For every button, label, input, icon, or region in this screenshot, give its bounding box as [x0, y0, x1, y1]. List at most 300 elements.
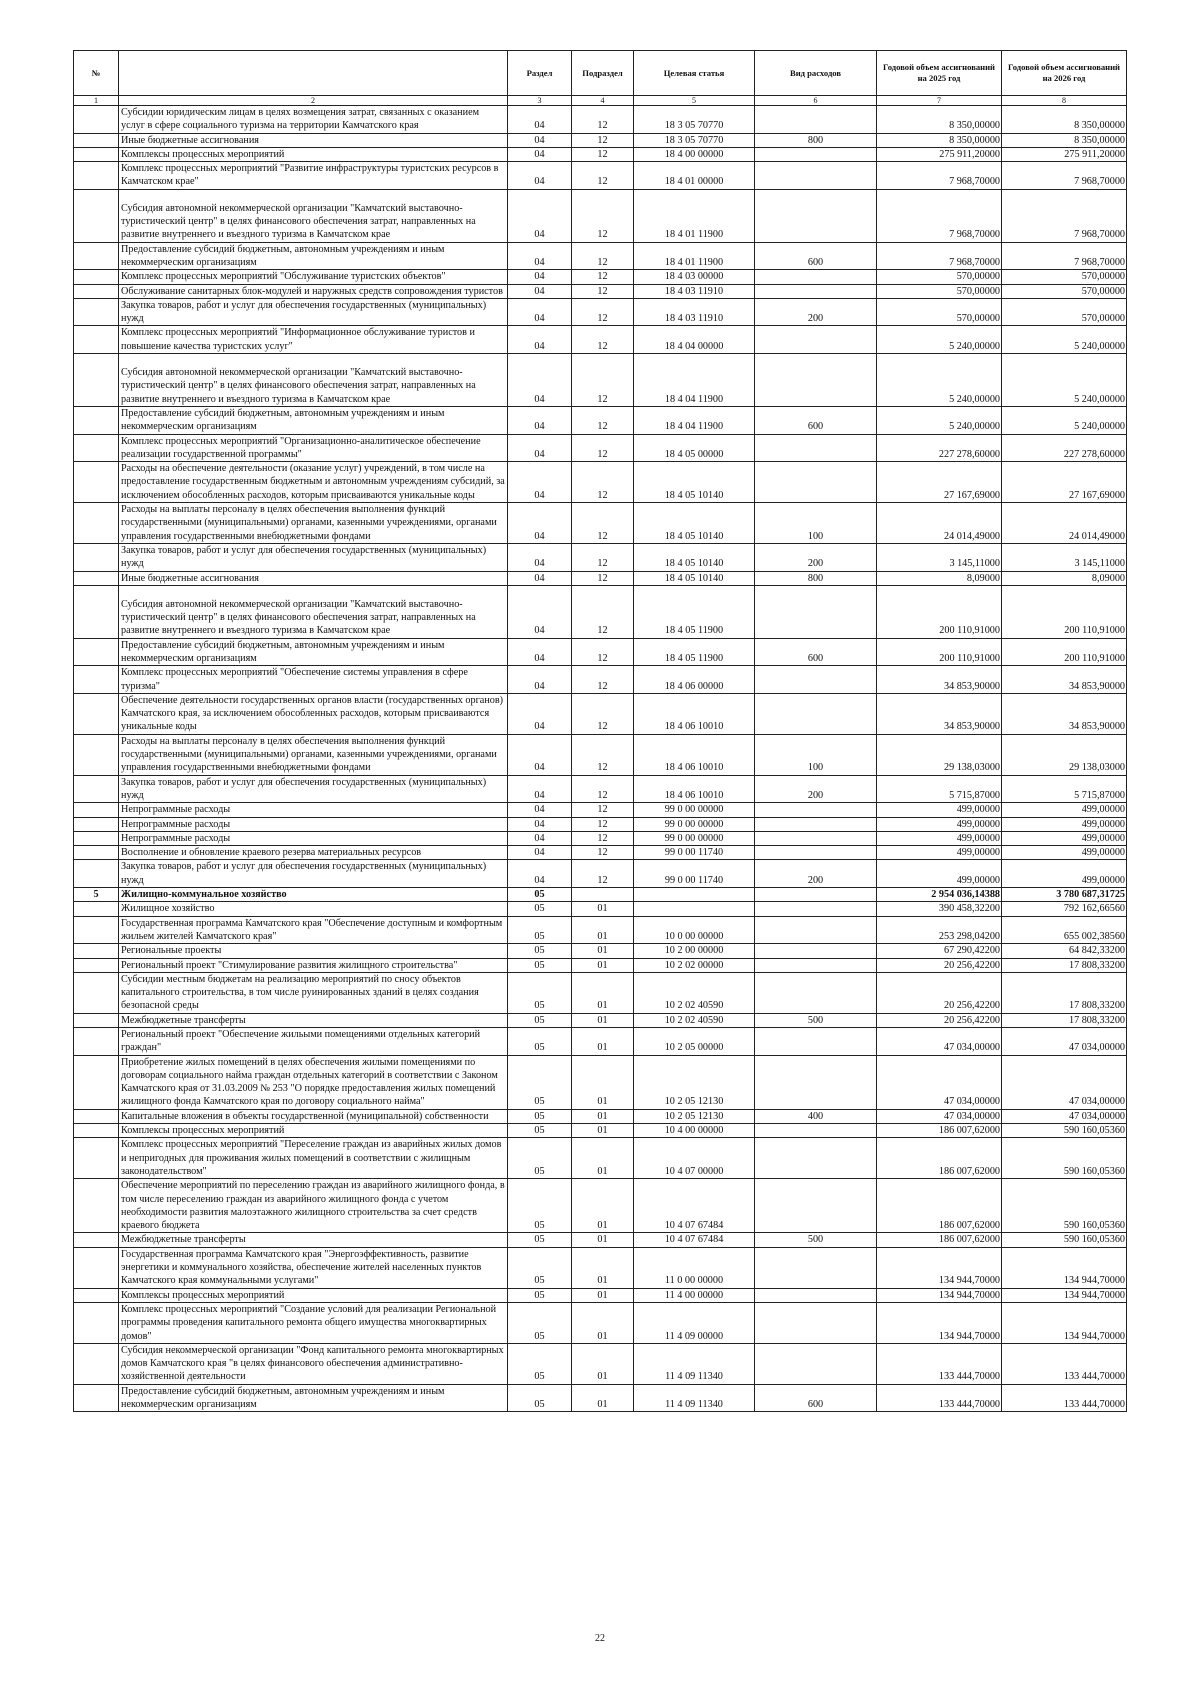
row-subsection: 12	[572, 133, 634, 147]
row-expense-type	[755, 1288, 877, 1302]
row-subsection: 12	[572, 147, 634, 161]
row-expense-type	[755, 1028, 877, 1056]
table-row	[74, 916, 1127, 944]
row-amount-2026: 134 944,70000	[1002, 1288, 1127, 1302]
row-amount-2025: 29 138,03000	[877, 734, 1002, 775]
row-target: 10 0 00 00000	[634, 916, 755, 944]
row-amount-2025: 133 444,70000	[877, 1343, 1002, 1384]
row-expense-type: 400	[755, 1109, 877, 1123]
table-row	[74, 434, 1127, 462]
row-number	[74, 406, 119, 434]
row-name: Комплекс процессных мероприятий "Организационно-аналитическое обеспечение реализации государственной программы"	[119, 434, 508, 462]
row-expense-type	[755, 1247, 877, 1288]
row-target: 10 2 05 12130	[634, 1109, 755, 1123]
row-number	[74, 916, 119, 944]
row-target: 18 3 05 70770	[634, 106, 755, 134]
table-row	[74, 284, 1127, 298]
row-amount-2026: 17 808,33200	[1002, 1013, 1127, 1027]
row-amount-2026: 590 160,05360	[1002, 1233, 1127, 1247]
row-section: 04	[508, 434, 572, 462]
row-subsection: 12	[572, 162, 634, 190]
row-subsection: 12	[572, 406, 634, 434]
row-target: 18 3 05 70770	[634, 133, 755, 147]
row-amount-2026: 47 034,00000	[1002, 1055, 1127, 1109]
row-target: 18 4 06 10010	[634, 775, 755, 803]
row-name: Региональные проекты	[119, 944, 508, 958]
row-number	[74, 846, 119, 860]
row-expense-type: 500	[755, 1013, 877, 1027]
row-name: Непрограммные расходы	[119, 831, 508, 845]
row-target: 18 4 01 00000	[634, 162, 755, 190]
row-section: 05	[508, 1109, 572, 1123]
table-row	[74, 958, 1127, 972]
row-name: Комплексы процессных мероприятий	[119, 1124, 508, 1138]
row-subsection: 12	[572, 775, 634, 803]
table-row	[74, 902, 1127, 916]
row-number	[74, 162, 119, 190]
row-section: 05	[508, 944, 572, 958]
row-target: 10 2 05 12130	[634, 1055, 755, 1109]
row-number	[74, 1343, 119, 1384]
row-expense-type	[755, 1124, 877, 1138]
row-name: Комплекс процессных мероприятий "Переселение граждан из аварийных жилых домов и непригодных для проживания жилых помещений в соответствии с жилищным законодательством"	[119, 1138, 508, 1179]
row-subsection: 01	[572, 1013, 634, 1027]
row-amount-2026: 24 014,49000	[1002, 503, 1127, 544]
row-section: 04	[508, 462, 572, 503]
row-subsection: 12	[572, 298, 634, 326]
row-name: Расходы на выплаты персоналу в целях обеспечения выполнения функций государственными (муниципальными) органами, казенными учреждениями, органами управления государственными внебюджетными фондами	[119, 734, 508, 775]
row-expense-type	[755, 803, 877, 817]
row-expense-type	[755, 944, 877, 958]
row-expense-type: 600	[755, 1384, 877, 1412]
row-amount-2025: 8 350,00000	[877, 106, 1002, 134]
row-name: Предоставление субсидий бюджетным, автономным учреждениям и иным некоммерческим организациям	[119, 1384, 508, 1412]
row-amount-2026: 590 160,05360	[1002, 1138, 1127, 1179]
row-subsection: 01	[572, 1288, 634, 1302]
row-target: 18 4 04 11900	[634, 354, 755, 407]
row-target: 10 4 07 67484	[634, 1179, 755, 1233]
row-section: 05	[508, 1179, 572, 1233]
row-target: 18 4 00 00000	[634, 147, 755, 161]
row-subsection: 01	[572, 1109, 634, 1123]
row-expense-type	[755, 902, 877, 916]
row-amount-2026: 3 780 687,31725	[1002, 888, 1127, 902]
row-amount-2025: 570,00000	[877, 298, 1002, 326]
row-expense-type: 100	[755, 734, 877, 775]
row-target: 18 4 05 10140	[634, 543, 755, 571]
row-number	[74, 1028, 119, 1056]
row-expense-type	[755, 1138, 877, 1179]
row-number	[74, 189, 119, 242]
table-row	[74, 1013, 1127, 1027]
row-number	[74, 1138, 119, 1179]
row-name: Комплексы процессных мероприятий	[119, 147, 508, 161]
table-row	[74, 406, 1127, 434]
header-expense-type: Вид расходов	[755, 51, 877, 96]
row-section: 04	[508, 831, 572, 845]
table-row	[74, 666, 1127, 694]
row-amount-2025: 67 290,42200	[877, 944, 1002, 958]
row-amount-2025: 20 256,42200	[877, 958, 1002, 972]
row-target: 10 4 07 00000	[634, 1138, 755, 1179]
row-target: 10 2 02 00000	[634, 958, 755, 972]
row-number	[74, 434, 119, 462]
table-row	[74, 189, 1127, 242]
row-subsection	[572, 888, 634, 902]
row-name: Расходы на выплаты персоналу в целях обеспечения выполнения функций государственными (муниципальными) органами, казенными учреждениями, органами управления государственными внебюджетными фондами	[119, 503, 508, 544]
row-subsection: 12	[572, 666, 634, 694]
row-subsection: 01	[572, 916, 634, 944]
row-amount-2025: 20 256,42200	[877, 972, 1002, 1013]
table-row	[74, 831, 1127, 845]
table-row	[74, 503, 1127, 544]
header-amount-2025: Годовой объем ассигнований на 2025 год	[877, 51, 1002, 96]
row-subsection: 01	[572, 1302, 634, 1343]
row-number	[74, 298, 119, 326]
row-expense-type: 200	[755, 543, 877, 571]
row-target: 18 4 01 11900	[634, 242, 755, 270]
table-row	[74, 1138, 1127, 1179]
row-amount-2025: 5 240,00000	[877, 406, 1002, 434]
row-target: 18 4 04 00000	[634, 326, 755, 354]
row-number	[74, 284, 119, 298]
row-number	[74, 585, 119, 638]
row-expense-type: 800	[755, 571, 877, 585]
row-subsection: 12	[572, 803, 634, 817]
row-number	[74, 147, 119, 161]
row-name: Восполнение и обновление краевого резерва материальных ресурсов	[119, 846, 508, 860]
row-expense-type	[755, 666, 877, 694]
table-row	[74, 462, 1127, 503]
table-row	[74, 1028, 1127, 1056]
row-name: Межбюджетные трансферты	[119, 1013, 508, 1027]
table-row	[74, 638, 1127, 666]
row-section: 04	[508, 543, 572, 571]
row-subsection: 12	[572, 543, 634, 571]
row-section: 04	[508, 775, 572, 803]
column-number: 1	[74, 96, 119, 106]
row-subsection: 12	[572, 189, 634, 242]
row-subsection: 01	[572, 1028, 634, 1056]
row-amount-2025: 499,00000	[877, 817, 1002, 831]
row-expense-type	[755, 1055, 877, 1109]
row-amount-2025: 134 944,70000	[877, 1247, 1002, 1288]
column-number: 8	[1002, 96, 1127, 106]
row-target: 18 4 05 11900	[634, 585, 755, 638]
row-name: Региональный проект "Стимулирование развития жилищного строительства"	[119, 958, 508, 972]
row-number	[74, 1247, 119, 1288]
row-amount-2025: 134 944,70000	[877, 1288, 1002, 1302]
row-target: 10 2 02 40590	[634, 972, 755, 1013]
row-name: Иные бюджетные ассигнования	[119, 133, 508, 147]
row-target: 18 4 06 10010	[634, 734, 755, 775]
row-amount-2025: 186 007,62000	[877, 1179, 1002, 1233]
row-expense-type: 100	[755, 503, 877, 544]
header-amount-2026: Годовой объем ассигнований на 2026 год	[1002, 51, 1127, 96]
row-name: Комплекс процессных мероприятий "Информационное обслуживание туристов и повышение качества туристских услуг"	[119, 326, 508, 354]
row-number	[74, 1233, 119, 1247]
row-amount-2025: 5 240,00000	[877, 326, 1002, 354]
row-target: 18 4 05 10140	[634, 462, 755, 503]
row-target: 18 4 06 10010	[634, 693, 755, 734]
row-number	[74, 902, 119, 916]
row-target: 11 0 00 00000	[634, 1247, 755, 1288]
row-section: 04	[508, 133, 572, 147]
row-section: 05	[508, 1302, 572, 1343]
table-row	[74, 571, 1127, 585]
row-section: 04	[508, 106, 572, 134]
row-target: 11 4 00 00000	[634, 1288, 755, 1302]
table-row	[74, 326, 1127, 354]
row-target	[634, 888, 755, 902]
row-section: 05	[508, 1343, 572, 1384]
budget-table	[73, 50, 1127, 1412]
row-expense-type	[755, 462, 877, 503]
row-amount-2026: 47 034,00000	[1002, 1028, 1127, 1056]
row-amount-2026: 64 842,33200	[1002, 944, 1127, 958]
row-amount-2025: 47 034,00000	[877, 1055, 1002, 1109]
row-name: Обеспечение мероприятий по переселению граждан из аварийного жилищного фонда, в том числе переселению граждан из аварийного жилищного фонда с учетом необходимости развития малоэтажного жилищного строительства за счет средств краевого бюджета	[119, 1179, 508, 1233]
row-amount-2025: 133 444,70000	[877, 1384, 1002, 1412]
row-section: 04	[508, 817, 572, 831]
row-expense-type	[755, 189, 877, 242]
row-section: 05	[508, 1384, 572, 1412]
row-amount-2025: 24 014,49000	[877, 503, 1002, 544]
row-section: 05	[508, 916, 572, 944]
row-subsection: 12	[572, 326, 634, 354]
table-row	[74, 1055, 1127, 1109]
row-number	[74, 326, 119, 354]
row-section: 04	[508, 585, 572, 638]
table-row	[74, 693, 1127, 734]
row-amount-2025: 253 298,04200	[877, 916, 1002, 944]
table-row	[74, 1247, 1127, 1288]
row-target: 11 4 09 11340	[634, 1384, 755, 1412]
row-amount-2026: 17 808,33200	[1002, 958, 1127, 972]
row-amount-2025: 20 256,42200	[877, 1013, 1002, 1027]
column-number: 6	[755, 96, 877, 106]
row-amount-2026: 570,00000	[1002, 298, 1127, 326]
row-amount-2025: 7 968,70000	[877, 242, 1002, 270]
table-body	[74, 106, 1127, 1412]
row-subsection: 12	[572, 846, 634, 860]
row-amount-2026: 17 808,33200	[1002, 972, 1127, 1013]
row-amount-2026: 8 350,00000	[1002, 133, 1127, 147]
row-expense-type	[755, 972, 877, 1013]
row-expense-type: 200	[755, 298, 877, 326]
row-amount-2026: 590 160,05360	[1002, 1124, 1127, 1138]
row-section: 04	[508, 270, 572, 284]
row-expense-type	[755, 270, 877, 284]
row-subsection: 01	[572, 1247, 634, 1288]
row-expense-type	[755, 693, 877, 734]
row-subsection: 12	[572, 270, 634, 284]
row-amount-2025: 499,00000	[877, 803, 1002, 817]
row-name: Субсидия автономной некоммерческой организации "Камчатский выставочно-туристический центр" в целях финансового обеспечения затрат, направленных на развитие внутреннего и въездного туризма в Камчатском крае	[119, 585, 508, 638]
row-number	[74, 1179, 119, 1233]
row-amount-2026: 7 968,70000	[1002, 162, 1127, 190]
row-subsection: 01	[572, 1138, 634, 1179]
table-row	[74, 1343, 1127, 1384]
row-amount-2025: 200 110,91000	[877, 585, 1002, 638]
row-section: 05	[508, 1028, 572, 1056]
row-target: 11 4 09 11340	[634, 1343, 755, 1384]
row-target: 18 4 06 00000	[634, 666, 755, 694]
row-target: 10 2 05 00000	[634, 1028, 755, 1056]
row-expense-type: 200	[755, 860, 877, 888]
table-row	[74, 242, 1127, 270]
row-target: 99 0 00 00000	[634, 831, 755, 845]
row-subsection: 01	[572, 1124, 634, 1138]
row-amount-2026: 792 162,66560	[1002, 902, 1127, 916]
row-amount-2025: 275 911,20000	[877, 147, 1002, 161]
row-amount-2026: 499,00000	[1002, 817, 1127, 831]
row-name: Субсидия некоммерческой организации "Фонд капитального ремонта многоквартирных домов Камчатского края "в целях финансового обеспечения административно-хозяйственной деятельности	[119, 1343, 508, 1384]
row-target: 10 2 02 40590	[634, 1013, 755, 1027]
row-expense-type	[755, 1302, 877, 1343]
row-subsection: 12	[572, 638, 634, 666]
row-target: 18 4 05 10140	[634, 503, 755, 544]
row-target: 99 0 00 00000	[634, 803, 755, 817]
row-amount-2026: 133 444,70000	[1002, 1343, 1127, 1384]
row-section: 05	[508, 958, 572, 972]
row-name: Закупка товаров, работ и услуг для обеспечения государственных (муниципальных) нужд	[119, 543, 508, 571]
row-name: Комплекс процессных мероприятий "Обслуживание туристских объектов"	[119, 270, 508, 284]
header-num: №	[74, 51, 119, 96]
row-expense-type	[755, 817, 877, 831]
row-section: 04	[508, 846, 572, 860]
row-amount-2026: 5 240,00000	[1002, 406, 1127, 434]
row-name: Субсидии местным бюджетам на реализацию мероприятий по сносу объектов капитального строительства, в том числе руинированных зданий в целях создания безопасной среды	[119, 972, 508, 1013]
row-amount-2025: 47 034,00000	[877, 1109, 1002, 1123]
row-amount-2025: 8,09000	[877, 571, 1002, 585]
row-number	[74, 270, 119, 284]
row-name: Комплексы процессных мероприятий	[119, 1288, 508, 1302]
row-name: Непрограммные расходы	[119, 803, 508, 817]
row-subsection: 12	[572, 434, 634, 462]
table-row	[74, 846, 1127, 860]
row-name: Приобретение жилых помещений в целях обеспечения жилыми помещениями по договорам социального найма граждан отдельных категорий в соответствии с Законом Камчатского края от 31.03.2009 № 253 "О порядке предоставления жилых помещений жилищного фонда Камчатского края по договору социального найма"	[119, 1055, 508, 1109]
row-amount-2026: 5 240,00000	[1002, 354, 1127, 407]
row-target: 99 0 00 11740	[634, 846, 755, 860]
row-number	[74, 803, 119, 817]
row-target: 18 4 03 00000	[634, 270, 755, 284]
row-name: Жилищное хозяйство	[119, 902, 508, 916]
table-row	[74, 775, 1127, 803]
row-number	[74, 958, 119, 972]
header-section: Раздел	[508, 51, 572, 96]
table-row	[74, 585, 1127, 638]
row-section: 04	[508, 284, 572, 298]
table-row	[74, 354, 1127, 407]
table-row	[74, 106, 1127, 134]
row-amount-2025: 227 278,60000	[877, 434, 1002, 462]
row-number	[74, 831, 119, 845]
row-section: 04	[508, 189, 572, 242]
row-amount-2026: 8 350,00000	[1002, 106, 1127, 134]
row-amount-2025: 34 853,90000	[877, 693, 1002, 734]
row-number	[74, 543, 119, 571]
row-subsection: 12	[572, 354, 634, 407]
row-amount-2026: 34 853,90000	[1002, 693, 1127, 734]
row-subsection: 12	[572, 106, 634, 134]
row-amount-2026: 7 968,70000	[1002, 189, 1127, 242]
row-target: 18 4 03 11910	[634, 298, 755, 326]
row-number	[74, 944, 119, 958]
row-section: 04	[508, 693, 572, 734]
row-name: Непрограммные расходы	[119, 817, 508, 831]
row-subsection: 12	[572, 585, 634, 638]
row-amount-2026: 200 110,91000	[1002, 638, 1127, 666]
row-name: Закупка товаров, работ и услуг для обеспечения государственных (муниципальных) нужд	[119, 298, 508, 326]
table-row	[74, 1109, 1127, 1123]
column-number: 2	[119, 96, 508, 106]
row-target: 18 4 03 11910	[634, 284, 755, 298]
row-number	[74, 133, 119, 147]
row-amount-2026: 499,00000	[1002, 803, 1127, 817]
row-name: Субсидия автономной некоммерческой организации "Камчатский выставочно-туристический центр" в целях финансового обеспечения затрат, направленных на развитие внутреннего и въездного туризма в Камчатском крае	[119, 354, 508, 407]
row-subsection: 12	[572, 693, 634, 734]
row-number	[74, 1288, 119, 1302]
row-number	[74, 1013, 119, 1027]
column-number: 3	[508, 96, 572, 106]
row-name: Иные бюджетные ассигнования	[119, 571, 508, 585]
row-name: Комплекс процессных мероприятий "Создание условий для реализации Региональной программы проведения капитального ремонта общего имущества многоквартирных домов"	[119, 1302, 508, 1343]
table-row	[74, 162, 1127, 190]
table-row	[74, 888, 1127, 902]
row-subsection: 12	[572, 734, 634, 775]
row-subsection: 12	[572, 571, 634, 585]
row-section: 04	[508, 734, 572, 775]
row-target: 11 4 09 00000	[634, 1302, 755, 1343]
row-amount-2026: 570,00000	[1002, 284, 1127, 298]
row-name: Государственная программа Камчатского края "Энергоэффективность, развитие энергетики и коммунального хозяйства, обеспечение жителей населенных пунктов Камчатского края коммунальными услугами"	[119, 1247, 508, 1288]
table-row	[74, 147, 1127, 161]
table-row	[74, 543, 1127, 571]
row-subsection: 01	[572, 958, 634, 972]
row-section: 04	[508, 406, 572, 434]
row-number	[74, 638, 119, 666]
row-amount-2025: 3 145,11000	[877, 543, 1002, 571]
row-name: Предоставление субсидий бюджетным, автономным учреждениям и иным некоммерческим организациям	[119, 406, 508, 434]
row-amount-2025: 34 853,90000	[877, 666, 1002, 694]
header-target: Целевая статья	[634, 51, 755, 96]
row-amount-2026: 499,00000	[1002, 846, 1127, 860]
row-section: 04	[508, 503, 572, 544]
row-amount-2026: 200 110,91000	[1002, 585, 1127, 638]
row-target: 18 4 01 11900	[634, 189, 755, 242]
row-expense-type	[755, 1343, 877, 1384]
row-amount-2025: 134 944,70000	[877, 1302, 1002, 1343]
row-amount-2026: 655 002,38560	[1002, 916, 1127, 944]
row-number	[74, 1109, 119, 1123]
row-amount-2026: 3 145,11000	[1002, 543, 1127, 571]
row-name: Региональный проект "Обеспечение жильыми помещениями отдельных категорий граждан"	[119, 1028, 508, 1056]
row-name: Субсидия автономной некоммерческой организации "Камчатский выставочно-туристический центр" в целях финансового обеспечения затрат, направленных на развитие внутреннего и въездного туризма в Камчатском крае	[119, 189, 508, 242]
row-expense-type	[755, 888, 877, 902]
row-subsection: 12	[572, 860, 634, 888]
row-section: 04	[508, 162, 572, 190]
row-number	[74, 860, 119, 888]
row-number	[74, 1384, 119, 1412]
row-expense-type	[755, 1179, 877, 1233]
row-subsection: 12	[572, 831, 634, 845]
row-section: 04	[508, 298, 572, 326]
row-target: 18 4 05 11900	[634, 638, 755, 666]
row-section: 05	[508, 1055, 572, 1109]
row-amount-2026: 5 240,00000	[1002, 326, 1127, 354]
table-row	[74, 860, 1127, 888]
